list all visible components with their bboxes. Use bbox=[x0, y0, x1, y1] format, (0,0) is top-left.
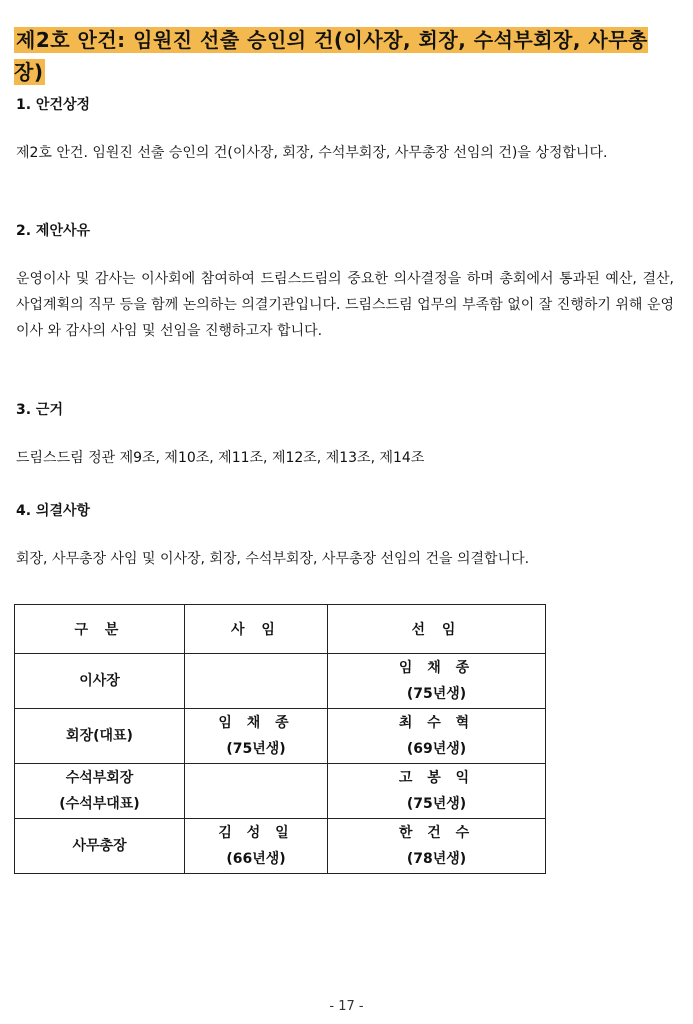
resign-cell: 임 채 종 (75년생) bbox=[185, 709, 328, 764]
officer-table bbox=[14, 604, 546, 874]
role-cell: 사무총장 bbox=[15, 819, 185, 874]
table-row bbox=[15, 764, 546, 819]
table-row bbox=[15, 709, 546, 764]
section-text-agenda: 제2호 안건. 임원진 선출 승인의 건(이사장, 회장, 수석부회장, 사무총장 선임의 건)을 상정합니다. bbox=[16, 145, 608, 161]
role-cell: 수석부회장 (수석부대표) bbox=[15, 764, 185, 819]
resign-cell bbox=[185, 654, 328, 709]
role-cell: 회장(대표) bbox=[15, 709, 185, 764]
appoint-cell: 최 수 혁 (69년생) bbox=[328, 709, 546, 764]
header-resign: 사 임 bbox=[185, 605, 328, 654]
table-row bbox=[15, 819, 546, 874]
section-heading-reason: 2. 제안사유 bbox=[16, 223, 91, 239]
resign-cell: 김 성 일 (66년생) bbox=[185, 819, 328, 874]
header-category: 구 분 bbox=[15, 605, 185, 654]
section-text-basis: 드림스드림 정관 제9조, 제10조, 제11조, 제12조, 제13조, 제14조 bbox=[16, 450, 425, 466]
section-heading-resolution: 4. 의결사항 bbox=[16, 503, 91, 519]
appoint-cell: 임 채 종 (75년생) bbox=[328, 654, 546, 709]
table-header-row bbox=[15, 605, 546, 654]
section-heading-agenda: 1. 안건상정 bbox=[16, 97, 91, 113]
role-cell: 이사장 bbox=[15, 654, 185, 709]
section-text-reason: 운영이사 및 감사는 이사회에 참여하여 드림스드림의 중요한 의사결정을 하며 총회에서 통과된 예산, 결산, 사업계획의 직무 등을 함께 논의하는 의결기관입니다. 드림스드림 업무의 부족함 없이 잘 진행하기 위해 운영이사 와 감사의 사임 및 선임을 진행하고자 합니다. bbox=[16, 271, 674, 339]
page-title: 제2호 안건: 임원진 선출 승인의 건(이사장, 회장, 수석부회장, 사무총장) bbox=[14, 28, 648, 84]
resign-cell bbox=[185, 764, 328, 819]
appoint-cell: 고 봉 익 (75년생) bbox=[328, 764, 546, 819]
section-heading-basis: 3. 근거 bbox=[16, 402, 63, 418]
section-text-resolution: 회장, 사무총장 사임 및 이사장, 회장, 수석부회장, 사무총장 선임의 건을 의결합니다. bbox=[16, 551, 530, 567]
header-appoint: 선 임 bbox=[328, 605, 546, 654]
appoint-cell: 한 건 수 (78년생) bbox=[328, 819, 546, 874]
page-number: - 17 - bbox=[329, 999, 364, 1014]
table-row bbox=[15, 654, 546, 709]
